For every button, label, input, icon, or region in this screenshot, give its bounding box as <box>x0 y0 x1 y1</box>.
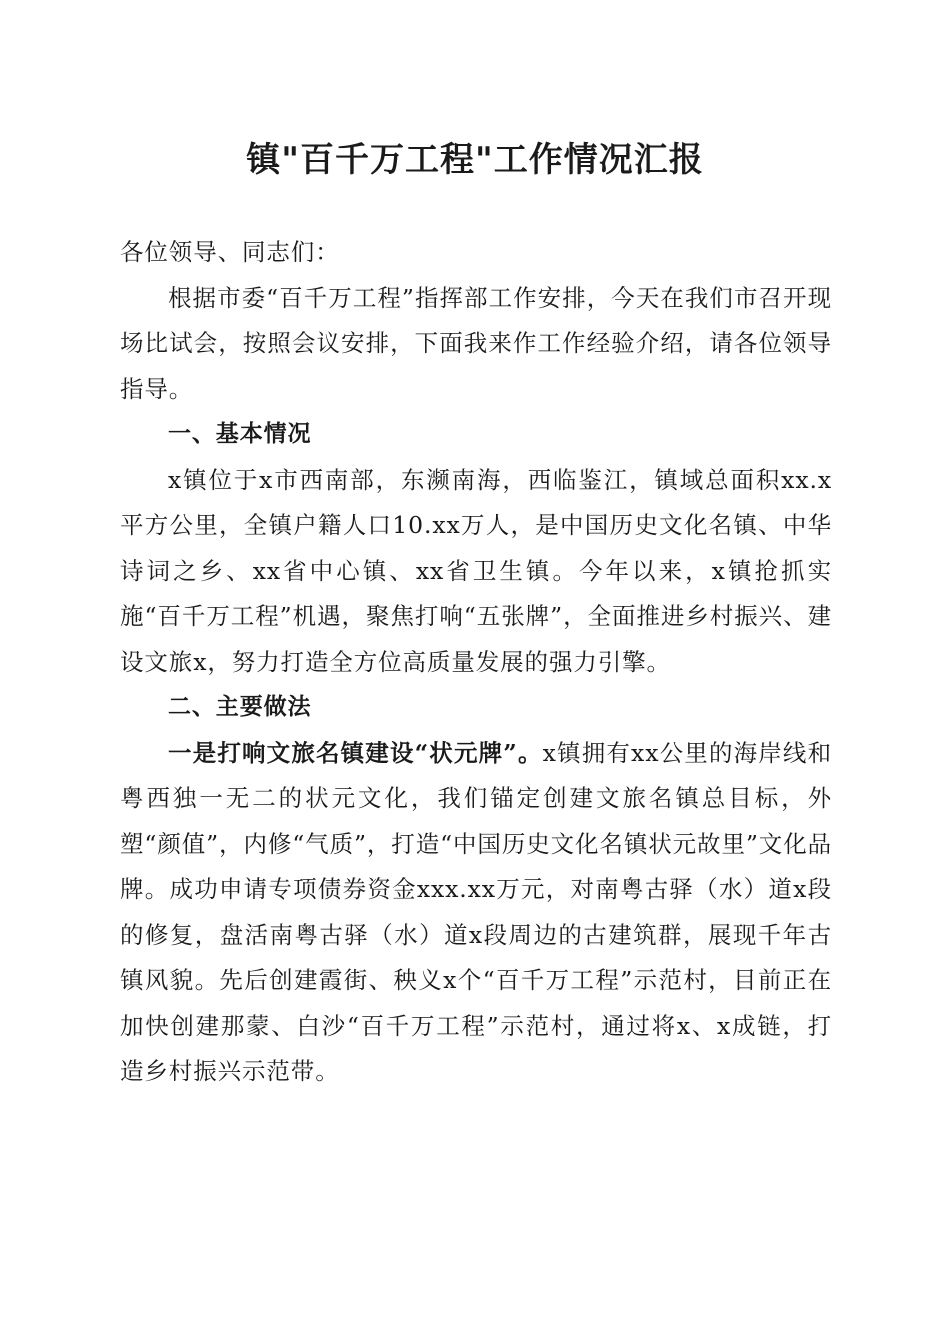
document-title: 镇"百千万工程"工作情况汇报 <box>246 140 704 180</box>
salutation: 各位领导、同志们： <box>120 238 340 266</box>
section-heading-basic-situation: 一、基本情况 <box>168 421 312 447</box>
document-body <box>120 230 832 1095</box>
main-practices-lead-sentence: 一是打响文旅名镇建设“状元牌”。 <box>168 738 543 767</box>
basic-situation-paragraph: x镇位于x市西南部，东濒南海，西临鉴江，镇域总面积xx.x平方公里，全镇户籍人口10.xx万人，是中国历史文化名镇、中华诗词之乡、xx省中心镇、xx省卫生镇。今年以来，x镇抢抓实施“百千万工程”机遇，聚焦打响“五张牌”，全面推进乡村振兴、建设文旅x，努力打造全方位高质量发展的强力引擎。 <box>120 465 832 676</box>
main-practices-text: x镇拥有xx公里的海岸线和粤西独一无二的状元文化，我们锚定创建文旅名镇总目标，外塑“颜值”，内修“气质”，打造“中国历史文化名镇状元故里”文化品牌。成功申请专项债券资金xxx.xx万元，对南粤古驿（水）道x段的修复，盘活南粤古驿（水）道x段周边的古建筑群，展现千年古镇风貌。先后创建霞街、秧义x个“百千万工程”示范村，目前正在加快创建那蒙、白沙“百千万工程”示范村，通过将x、x成链，打造乡村振兴示范带。 <box>120 738 832 1085</box>
intro-paragraph: 根据市委“百千万工程”指挥部工作安排，今天在我们市召开现场比试会，按照会议安排，下面我来作工作经验介绍，请各位领导指导。 <box>120 283 832 403</box>
section-heading-main-practices: 二、主要做法 <box>168 694 312 720</box>
main-practices-paragraph <box>120 731 832 1095</box>
